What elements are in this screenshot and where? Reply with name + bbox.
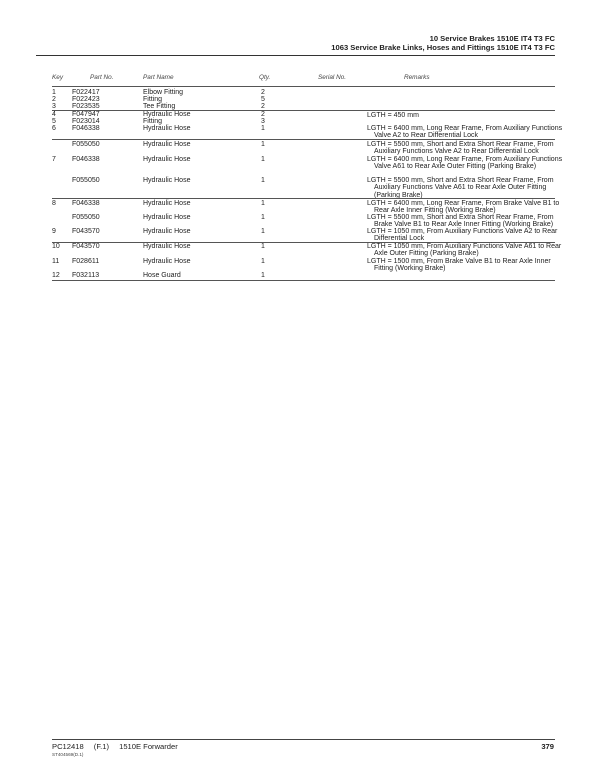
part-no-cell: F055050 [72,214,100,221]
part-name-cell: Hydraulic Hose [143,125,191,132]
part-no-cell: F043570 [72,243,100,250]
group-divider [52,198,555,199]
column-header-part-name: Part Name [143,74,174,81]
qty-cell: 1 [261,125,265,132]
part-no-cell: F028611 [72,258,100,265]
key-cell: 2 [52,96,56,103]
qty-cell: 3 [261,118,265,125]
remarks-cell: LGTH = 6400 mm, Long Rear Frame, From Brake Valve B1 to Rear Axle Inner Fitting (Working Brake) [367,200,560,215]
qty-cell: 1 [261,214,265,221]
part-name-cell: Hydraulic Hose [143,111,191,118]
key-cell: 7 [52,156,56,163]
part-name-cell: Fitting [143,118,163,125]
part-no-cell: F023014 [72,118,100,125]
part-no-cell: F032113 [72,272,100,279]
part-name-cell: Hydraulic Hose [143,214,191,221]
remarks-cell: LGTH = 6400 mm, Long Rear Frame, From Auxiliary Functions Valve A61 to Rear Axle Outer Fitting (Parking Brake) [367,156,563,171]
remarks-cell: LGTH = 1500 mm, From Brake Valve B1 to Rear Axle Inner Fitting (Working Brake) [367,258,551,273]
column-header-remarks: Remarks [404,74,430,81]
part-name-cell: Hydraulic Hose [143,177,191,184]
footer-divider [52,739,555,740]
remarks-cell: LGTH = 450 mm [367,112,419,119]
column-header-part-no: Part No. [90,74,114,81]
footer-code: ST404569(D.1) [52,752,84,757]
subsection-title: 1063 Service Brake Links, Hoses and Fittings 1510E IT4 T3 FC [331,43,555,52]
qty-cell: 1 [261,141,265,148]
doc-id: PC12418 [52,742,84,751]
part-name-cell: Hydraulic Hose [143,200,191,207]
table-bottom-divider [52,280,555,281]
key-cell: 5 [52,118,56,125]
key-cell: 8 [52,200,56,207]
key-cell: 4 [52,111,56,118]
footer-info [52,742,186,751]
key-cell: 9 [52,228,56,235]
qty-cell: 1 [261,272,265,279]
group-divider [52,110,555,111]
header-divider [36,55,555,56]
part-no-cell: F055050 [72,177,100,184]
part-no-cell: F055050 [72,141,100,148]
revision: (F.1) [93,742,109,751]
remarks-cell: LGTH = 5500 mm, Short and Extra Short Rear Frame, From Auxiliary Functions Valve A61 to Rear Axle Outer Fitting (Parking Brake) [367,177,554,199]
remarks-cell: LGTH = 1050 mm, From Auxiliary Functions Valve A2 to Rear Differential Lock [367,228,558,243]
part-no-cell: F046338 [72,200,100,207]
part-no-cell: F022423 [72,96,100,103]
remarks-cell: LGTH = 5500 mm, Short and Extra Short Rear Frame, From Brake Valve B1 to Rear Axle Inner Fitting (Working Brake) [367,214,554,229]
qty-cell: 1 [261,243,265,250]
column-header-serial-no: Serial No. [318,74,347,81]
column-header-key: Key [52,74,64,81]
part-name-cell: Hydraulic Hose [143,141,191,148]
remarks-cell: LGTH = 6400 mm, Long Rear Frame, From Auxiliary Functions Valve A2 to Rear Differential Lock [367,125,563,140]
qty-cell: 5 [261,96,265,103]
part-no-cell: F046338 [72,156,100,163]
remarks-cell: LGTH = 5500 mm, Short and Extra Short Rear Frame, From Auxiliary Functions Valve A2 to Rear Differential Lock [367,141,554,156]
qty-cell: 1 [261,177,265,184]
part-name-cell: Fitting [143,96,163,103]
part-name-cell: Hydraulic Hose [143,258,191,265]
qty-cell: 1 [261,258,265,265]
part-no-cell: F022417 [72,89,100,96]
part-no-cell: F046338 [72,125,100,132]
column-header-qty: Qty. [259,74,271,81]
qty-cell: 2 [261,111,265,118]
part-no-cell: F047947 [72,111,100,118]
key-cell: 1 [52,89,56,96]
remarks-cell: LGTH = 1050 mm, From Auxiliary Functions Valve A61 to Rear Axle Outer Fitting (Parking Brake) [367,243,562,258]
part-name-cell: Tee Fitting [143,103,176,110]
table-header-divider [52,86,555,87]
key-cell: 10 [52,243,60,250]
qty-cell: 2 [261,103,265,110]
key-cell: 11 [52,258,60,265]
key-cell: 12 [52,272,60,279]
part-name-cell: Elbow Fitting [143,89,184,96]
part-name-cell: Hose Guard [143,272,181,279]
part-no-cell: F043570 [72,228,100,235]
part-name-cell: Hydraulic Hose [143,156,191,163]
qty-cell: 1 [261,156,265,163]
qty-cell: 1 [261,200,265,207]
page-number: 379 [541,742,554,751]
part-no-cell: F023535 [72,103,100,110]
qty-cell: 1 [261,228,265,235]
key-cell: 3 [52,103,56,110]
part-name-cell: Hydraulic Hose [143,243,191,250]
section-title: 10 Service Brakes 1510E IT4 T3 FC [429,34,555,43]
qty-cell: 2 [261,89,265,96]
part-name-cell: Hydraulic Hose [143,228,191,235]
key-cell: 6 [52,125,56,132]
machine-name: 1510E Forwarder [119,742,178,751]
group-divider [52,139,555,140]
